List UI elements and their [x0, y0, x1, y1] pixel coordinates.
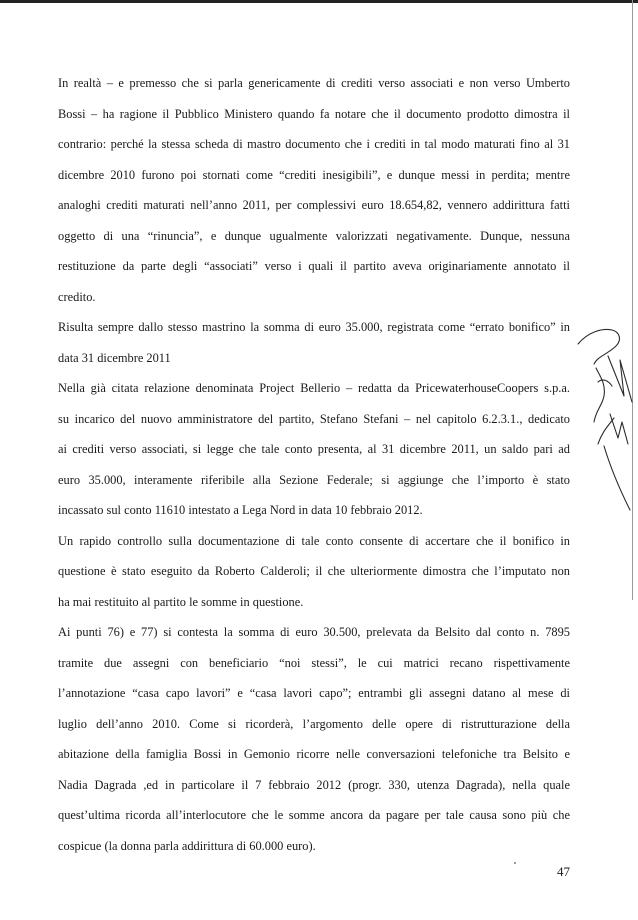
scan-speck [514, 862, 516, 864]
text-line: restituzione da parte degli “associati” verso i quali il partito aveva originariamente annotato il [58, 259, 570, 273]
text-line: ai crediti verso associati, si legge che tale conto presenta, al 31 dicembre 2011, un saldo pari ad [58, 442, 570, 456]
text-line: tramite due assegni con beneficiario “noi stessi”, le cui matrici recano rispettivamente [58, 655, 570, 670]
text-line: oggetto di una “rinuncia”, e dunque ugualmente valorizzati negativamente. Dunque, nessuna [58, 228, 570, 243]
text-line: dicembre 2010 furono poi stornati come “crediti inesigibili”, e dunque messi in perdita; mentre [58, 167, 570, 182]
text-line: incassato sul conto 11610 intestato a Lega Nord in data 10 febbraio 2012. [58, 503, 423, 517]
text-line: Bossi – ha ragione il Pubblico Ministero quando fa notare che il documento prodotto dimostra il [58, 106, 570, 121]
text-line: luglio dell’anno 2010. Come si ricorderà, l’argomento delle opere di ristrutturazione della [58, 716, 570, 731]
text-line: su incarico del nuovo amministratore del partito, Stefano Stefani – nel capitolo 6.2.3.1., dedicato [58, 411, 570, 426]
page-number: 47 [557, 864, 570, 879]
top-rule [0, 0, 638, 3]
text-line: questione è stato eseguito da Roberto Calderoli; il che ulteriormente dimostra che l’imputato non [58, 564, 570, 578]
text-line: Nadia Dagrada ,ed in particolare il 7 febbraio 2012 (progr. 330, utenza Dagrada), nella quale [58, 777, 570, 792]
text-line: In realtà – e premesso che si parla genericamente di crediti verso associati e non verso Umberto [58, 76, 570, 90]
text-line: Un rapido controllo sulla documentazione di tale conto consente di accertare che il bonifico in [58, 533, 570, 548]
document-body [58, 68, 570, 861]
handwritten-signature [568, 326, 634, 516]
text-line: l’annotazione “casa capo lavori” e “casa lavori capo”; entrambi gli assegni datano al mese di [58, 686, 570, 700]
text-line: Nella già citata relazione denominata Project Bellerio – redatta da PricewaterhouseCoopers s.p.a. [58, 381, 570, 395]
text-line: Risulta sempre dallo stesso mastrino la somma di euro 35.000, registrata come “errato bonifico” in [58, 320, 570, 334]
text-line: data 31 dicembre 2011 [58, 350, 171, 365]
text-line: ha mai restituito al partito le somme in questione. [58, 594, 304, 609]
text-line: quest’ultima ricorda all’interlocutore che le somme ancora da pagare per tale causa sono più che [58, 808, 570, 822]
text-line: Ai punti 76) e 77) si contesta la somma di euro 30.500, prelevata da Belsito dal conto n. 7895 [58, 625, 570, 639]
text-line: euro 35.000, interamente riferibile alla Sezione Federale; si aggiunge che l’importo è stato [58, 472, 570, 487]
text-line: analoghi crediti maturati nell’anno 2011, per complessivi euro 18.654,82, vennero addirittura fatti [58, 198, 570, 212]
text-line: abitazione della famiglia Bossi in Gemonio ricorre nelle conversazioni telefoniche tra Belsito e [58, 747, 570, 761]
text-line: credito. [58, 289, 96, 304]
text-line: cospicue (la donna parla addirittura di 60.000 euro). [58, 838, 316, 853]
text-line: contrario: perché la stessa scheda di mastro documento che i crediti in tal modo maturati fino al 31 [58, 137, 570, 151]
